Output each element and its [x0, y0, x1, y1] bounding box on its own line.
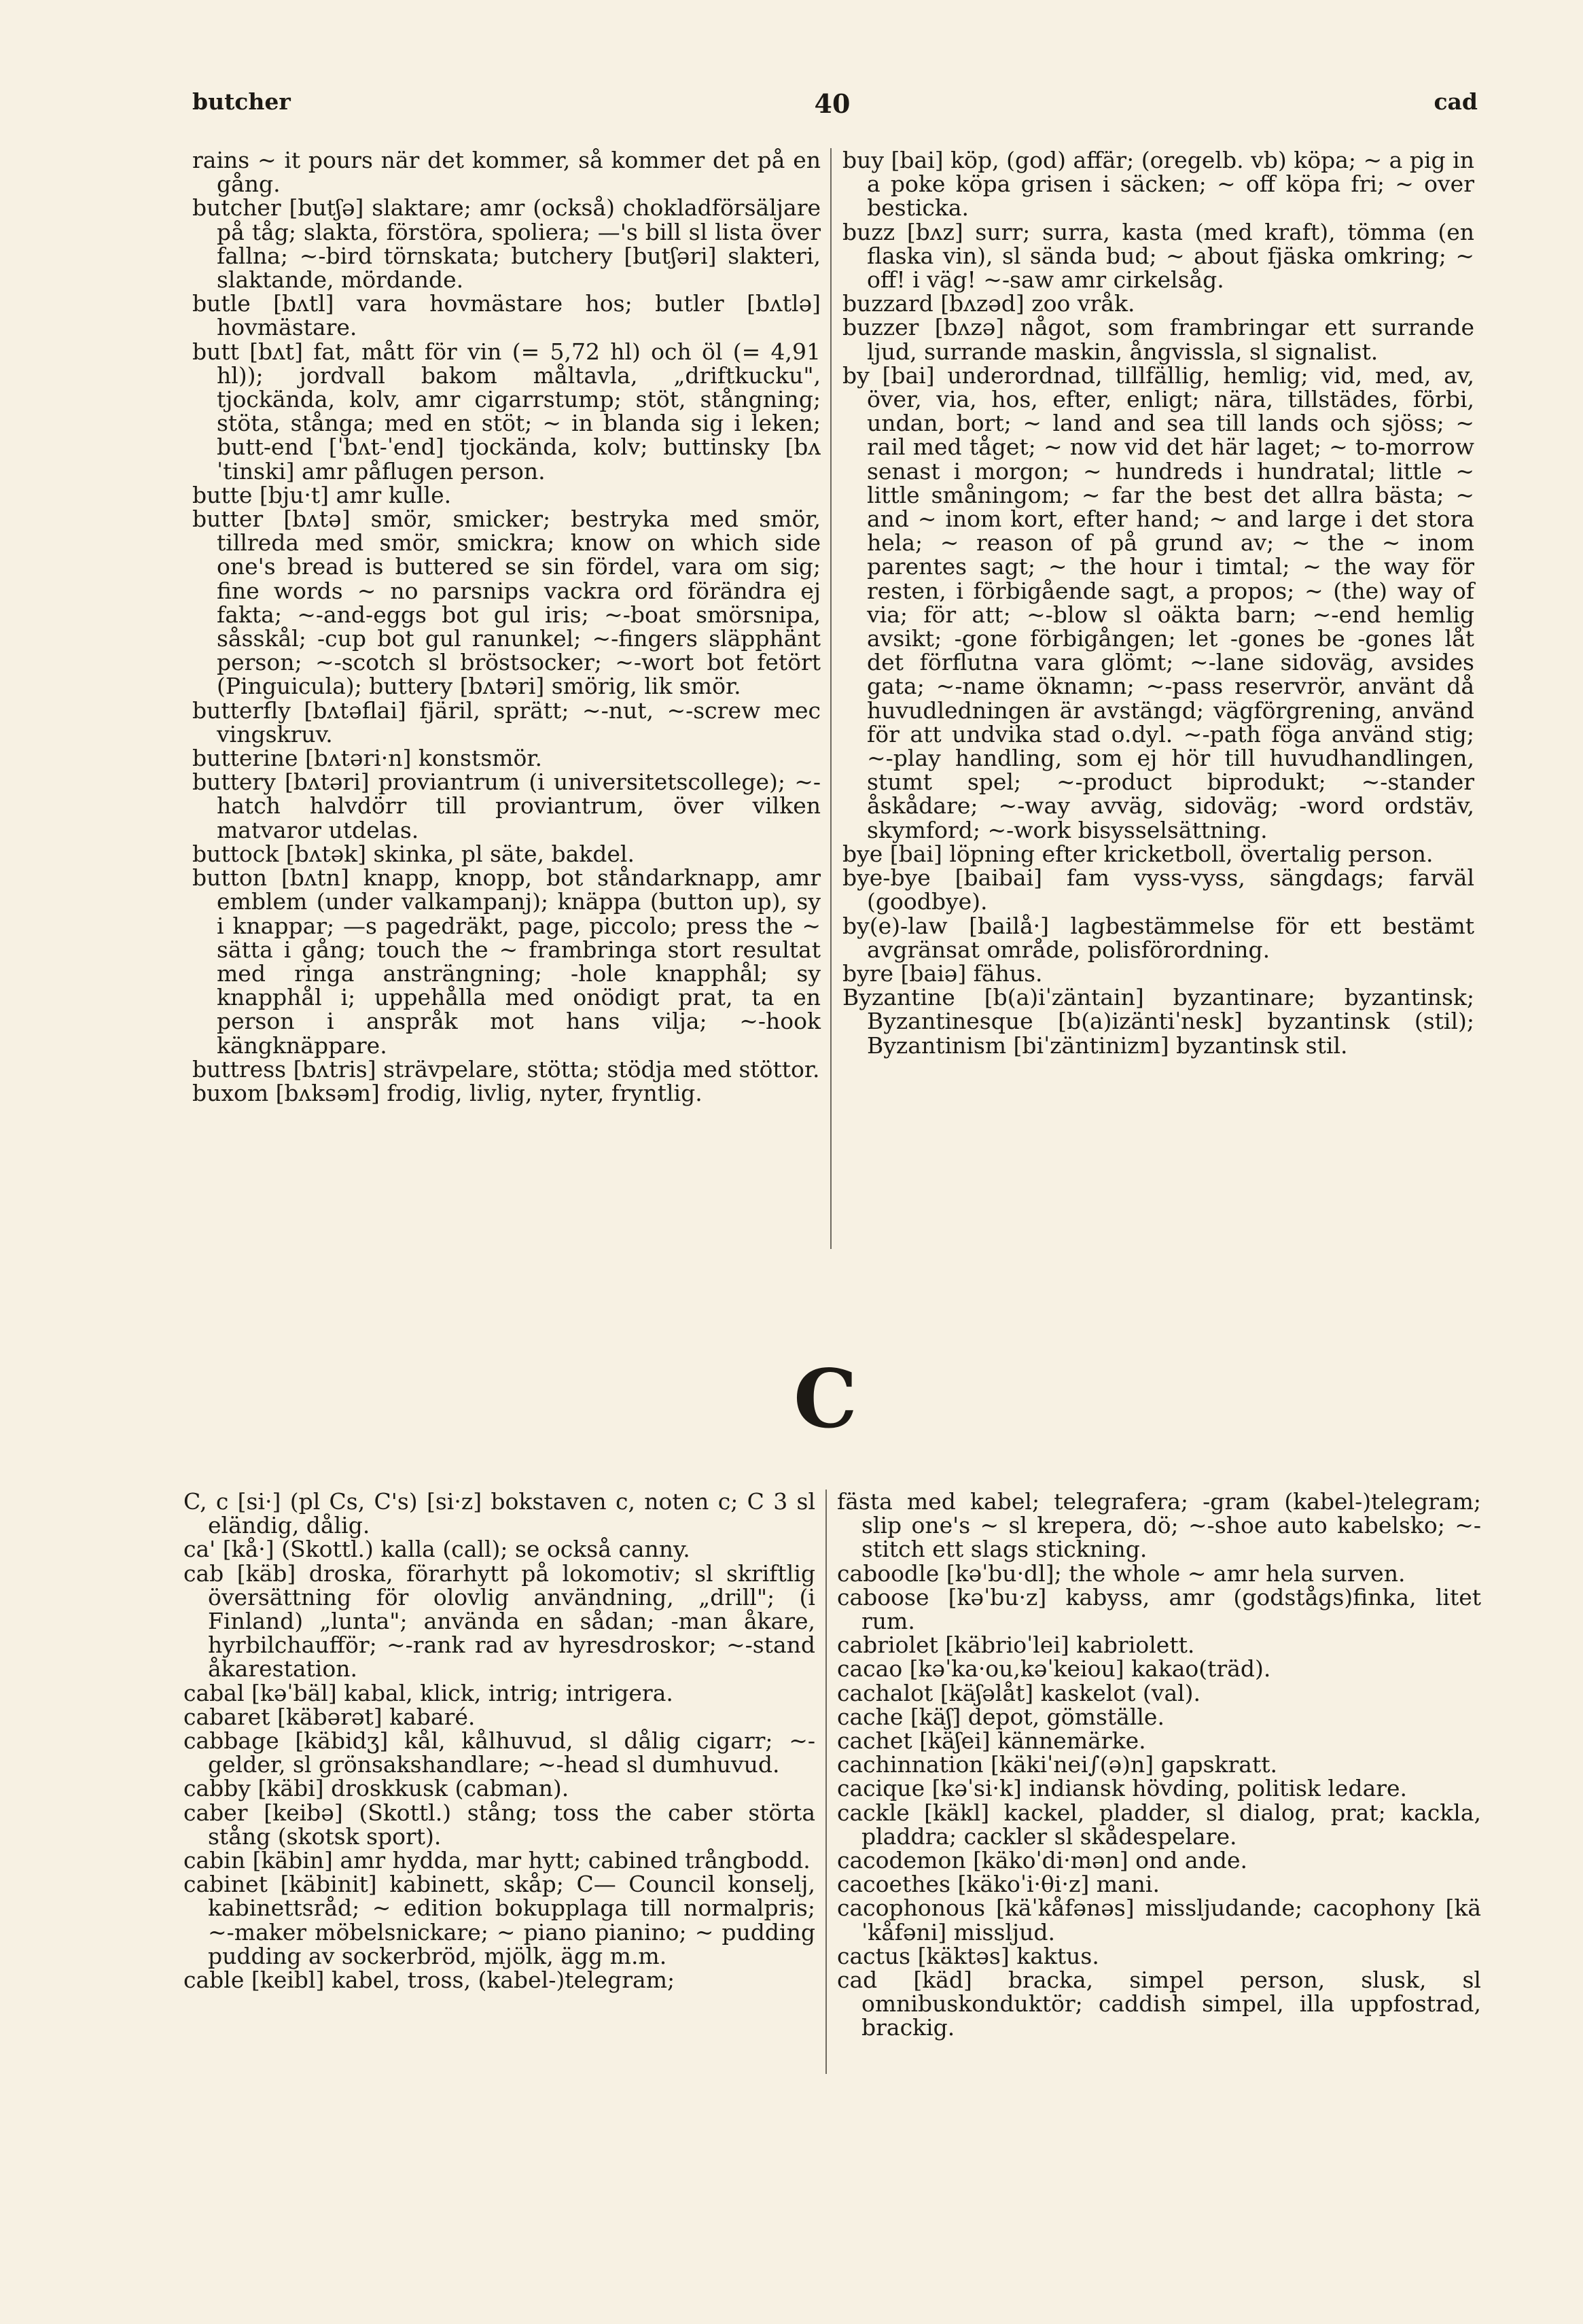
entry: cactus [käktəs] kaktus.: [837, 1942, 1099, 1969]
column-top-right: [842, 148, 1474, 1057]
entry: cabaret [käbərət] kabaré.: [183, 1703, 476, 1730]
entry: cabinet [käbinit] kabinett, skåp; C— Council konselj, kabinettsråd; ~ edition bokupplaga till normalpris; ~-maker möbelsnickare; ~ piano pianino; ~ pudding pudding av sockerbröd, mjölk, ägg m.m.: [183, 1871, 815, 1969]
entry: butcher [butʃə] slaktare; amr (också) chokladförsäljare på tåg; slakta, förstöra, spoliera; —'s bill sl lista över fallna; ~-bird törnskata; butchery [butʃəri] slakteri, slaktande, mördande.: [192, 194, 821, 294]
entry: caboose [kəˈbu·z] kabyss, amr (godstågs)finka, litet rum.: [837, 1583, 1481, 1635]
entry: Byzantine [b(a)iˈzäntain] byzantinare; byzantinsk; Byzantinesque [b(a)izäntiˈnesk] byzantinsk (stil); Byzantinism [biˈzäntinizm] byzantinsk stil.: [842, 984, 1474, 1059]
column-top-left: [192, 148, 821, 1105]
entry: butt [bʌt] fat, mått för vin (= 5,72 hl) och öl (= 4,91 hl)); jordvall bakom måltavla, „driftkucku", tjockända, kolv, amr cigarrstump; stöt, stångning; stöta, stånga; med en stöt; ~ in blanda sig i leken; butt-end [ˈbʌt-ˈend] tjockända, kolv; buttinsky [bʌˈtinski] amr påflugen person.: [192, 338, 821, 485]
guide-word-left: butcher: [192, 88, 291, 115]
entry: cachet [käʃei] kännemärke.: [837, 1727, 1146, 1755]
entry: by [bai] underordnad, tillfällig, hemlig; vid, med, av, över, via, hos, efter, enligt; nära, tillstädes, förbi, undan, bort; ~ land and sea till lands och sjöss; ~ rail med tåget; ~ now vid det här laget; ~ to-morrow senast i morgon; ~ hundreds i hundratal; little ~ little småningom; ~ far the best det allra bästa; ~ and ~ inom kort, efter hand; ~ and large i det stora hela; ~ reason of på grund av; ~ the ~ inom parentes sagt; ~ the hour i timtal; ~ the way för resten, i förbigående sagt, a propos; ~ (the) way of via; för att; ~-blow sl oäkta barn; ~-end hemlig avsikt; -gone förbigången; let -gones be -gones låt det förflutna vara glömt; ~-lane sidoväg, avsides gata; ~-name öknamn; ~-pass reservrör, använt då huvudledningen är avstängd; vägförgrening, använd för att undvika stad o.dyl. ~-path föga använd stig; ~-play handling, som ej hör till huvudhandlingen, stumt spel; ~-product biprodukt; ~-stander åskådare; ~-way avväg, sidoväg; -word ordstäv, skymford; ~-work bisysselsättning.: [842, 362, 1474, 843]
entry: cacao [kəˈka·ou,kəˈkeiou] kakao(träd).: [837, 1655, 1271, 1683]
entry: cabal [kəˈbäl] kabal, klick, intrig; intrigera.: [183, 1679, 673, 1706]
entry: cacique [kəˈsi·k] indiansk hövding, politisk ledare.: [837, 1775, 1408, 1802]
entry: butterfly [bʌtəflai] fjäril, sprätt; ~-nut, ~-screw mec vingskruv.: [192, 697, 821, 747]
entry: buttock [bʌtək] skinka, pl säte, bakdel.: [192, 840, 635, 867]
entry: cachalot [käʃəlåt] kaskelot (val).: [837, 1679, 1201, 1706]
entry: cable [keibl] kabel, tross, (kabel-)telegram;: [183, 1967, 675, 1994]
entry: cad [käd] bracka, simpel person, slusk, sl omnibuskonduktör; caddish simpel, illa uppfostrad, brackig.: [837, 1967, 1481, 2041]
section-letter: C: [794, 1352, 857, 1446]
entry: button [bʌtn] knapp, knopp, bot ståndarknapp, amr emblem (under valkampanj); knäppa (button up), sy i knappar; —s pagedräkt, page, piccolo; press the ~ sätta i gång; touch the ~ frambringa stort resultat med ringa ansträngning; -hole knapphål; sy knapphål i; uppehålla med onödigt prat, ta en person i anspråk mot hans vilja; ~-hook kängknäppare.: [192, 864, 821, 1059]
entry: butle [bʌtl] vara hovmästare hos; butler [bʌtlə] hovmästare.: [192, 290, 821, 341]
entry: cachinnation [käkiˈnei∫(ə)n] gapskratt.: [837, 1751, 1277, 1778]
entry: buttery [bʌtəri] proviantrum (i universitetscollege); ~-hatch halvdörr till proviantrum, över vilken matvaror utdelas.: [192, 769, 821, 843]
entry: butte [bju·t] amr kulle.: [192, 481, 452, 508]
column-bottom-left: [183, 1490, 815, 1992]
entry: caboodle [kəˈbu·dl]; the whole ~ amr hela surven.: [837, 1560, 1406, 1587]
entry: rains ~ it pours när det kommer, så kommer det på en gång.: [192, 147, 821, 198]
column-divider: [830, 148, 832, 1249]
guide-word-right: cad: [1434, 88, 1478, 115]
entry: cackle [käkl] kackel, pladder, sl dialog, prat; kackla, pladdra; cackler sl skådespelare.: [837, 1799, 1481, 1850]
entry: cabin [käbin] amr hydda, mar hytt; cabined trångbodd.: [183, 1847, 811, 1874]
entry: cacoethes [käkoˈi·θi·z] mani.: [837, 1871, 1160, 1898]
entry: byre [baiə] fähus.: [842, 959, 1043, 987]
entry: by(e)-law [bailå·] lagbestämmelse för ett bestämt avgränsat område, polisförordning.: [842, 912, 1474, 963]
entry: cabriolet [käbrioˈlei] kabriolett.: [837, 1632, 1195, 1659]
entry: caber [keibə] (Skottl.) stång; toss the caber störta stång (skotsk sport).: [183, 1799, 815, 1850]
entry: buy [bai] köp, (god) affär; (oregelb. vb) köpa; ~ a pig in a poke köpa grisen i säcken; ~ off köpa fri; ~ over besticka.: [842, 147, 1474, 222]
entry: buttress [bʌtris] strävpelare, stötta; stödja med stöttor.: [192, 1055, 820, 1082]
page-number: 40: [814, 88, 851, 119]
entry: butterine [bʌtəri·n] konstsmör.: [192, 745, 542, 772]
entry: cabby [käbi] droskkusk (cabman).: [183, 1775, 569, 1802]
entry: buxom [bʌksəm] frodig, livlig, nyter, fryntlig.: [192, 1079, 702, 1106]
column-divider: [825, 1490, 827, 2074]
entry: butter [bʌtə] smör, smicker; bestryka med smör, tillreda med smör, smickra; know on which side one's bread is buttered se sin fördel, vara om sig; fine words ~ no parsnips vackra ord förändra ej fakta; ~-and-eggs bot gul iris; ~-boat smörsnipa, såsskål; -cup bot gul ranunkel; ~-fingers släpphänt person; ~-scotch sl bröstsocker; ~-wort bot fetört (Pinguicula); buttery [bʌtəri] smörig, lik smör.: [192, 506, 821, 700]
entry: fästa med kabel; telegrafera; -gram (kabel-)telegram; slip one's ~ sl krepera, dö; ~-shoe auto kabelsko; ~-stitch ett slags stickning.: [837, 1488, 1481, 1563]
entry: buzz [bʌz] surr; surra, kasta (med kraft), tömma (en flaska vin), sl sända bud; ~ about fjäska omkring; ~ off! i väg! ~-saw amr cirkelsåg.: [842, 218, 1474, 294]
page-header: [0, 88, 1583, 129]
entry: cab [käb] droska, förarhytt på lokomotiv; sl skriftlig översättning för olovlig användning, „drill"; (i Finland) „lunta"; använda en sådan; -man åkare, hyrbilchaufför; ~-rank rad av hyresdroskor; ~-stand åkarestation.: [183, 1560, 815, 1683]
entry: bye [bai] löpning efter kricketboll, övertalig person.: [842, 840, 1434, 867]
column-bottom-right: [837, 1490, 1481, 2040]
entry: cacophonous [käˈkåfənəs] missljudande; cacophony [käˈkåfəni] missljud.: [837, 1895, 1481, 1946]
entry: C, c [si·] (pl Cs, C's) [si·z] bokstaven c, noten c; C 3 sl eländig, dålig.: [183, 1488, 815, 1539]
entry: bye-bye [baibai] fam vyss-vyss, sängdags; farväl (goodbye).: [842, 864, 1474, 915]
entry: cabbage [käbidʒ] kål, kålhuvud, sl dålig cigarr; ~-gelder, sl grönsakshandlare; ~-head sl dumhuvud.: [183, 1727, 815, 1778]
entry: buzzer [bʌzə] något, som frambringar ett surrande ljud, surrande maskin, ångvissla, sl signalist.: [842, 314, 1474, 365]
entry: buzzard [bʌzəd] zoo vråk.: [842, 290, 1135, 317]
entry: cache [käʃ] depot, gömställe.: [837, 1703, 1164, 1730]
entry: cacodemon [käkoˈdi·mən] ond ande.: [837, 1847, 1247, 1874]
entry: ca' [kå·] (Skottl.) kalla (call); se också canny.: [183, 1536, 690, 1563]
